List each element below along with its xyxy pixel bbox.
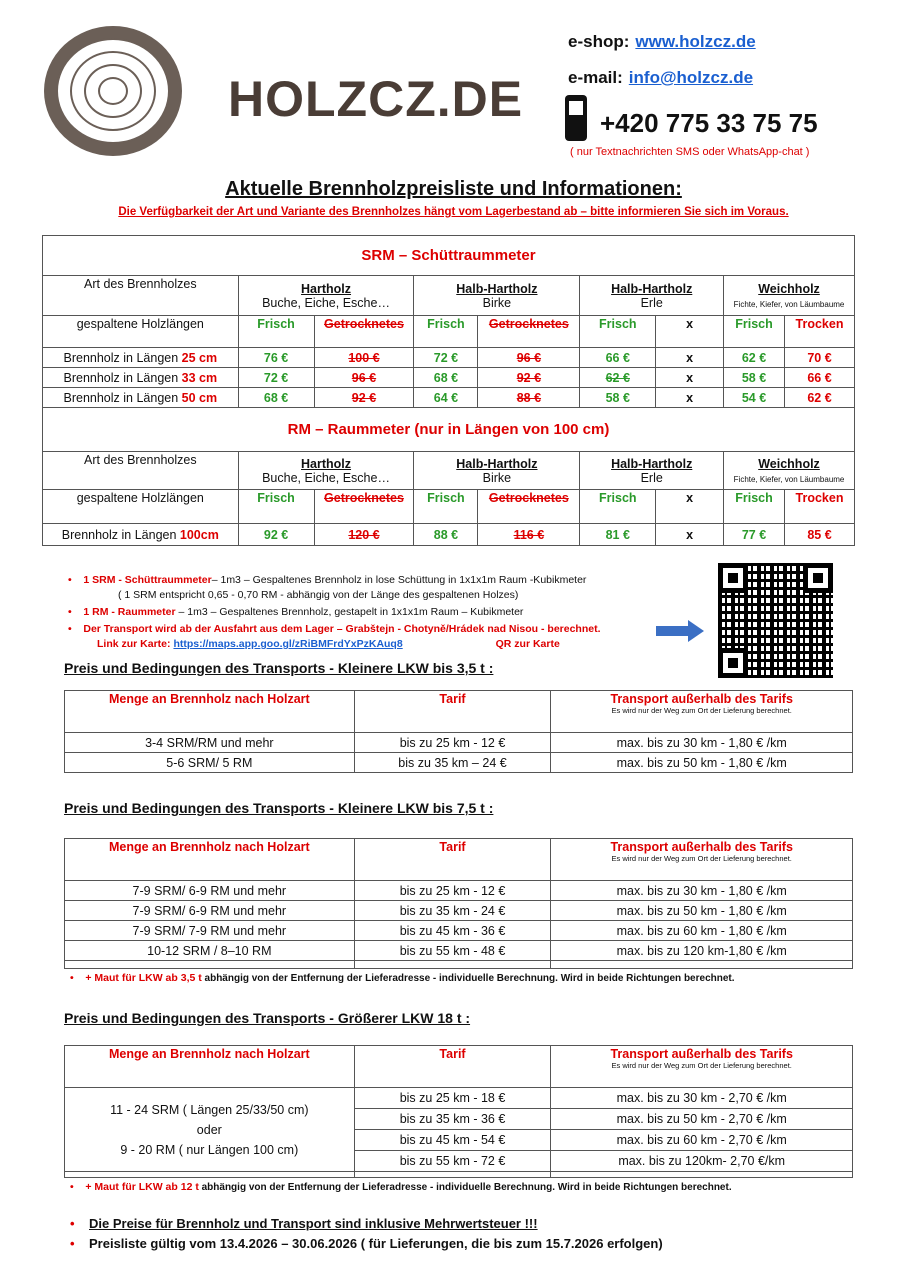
note-item: • Der Transport wird ab der Ausfahrt aus dem Lager – Grabštejn - Chotyně/Hrádek nad Nisou - berechnet. — [68, 623, 601, 635]
group-sub: Fichte, Kiefer, von Läumbaume — [733, 299, 845, 309]
table-row: bis zu 55 km - 72 € max. bis zu 120km- 2,70 €/km — [65, 1151, 853, 1172]
rm-heading: RM – Raummeter (nur in Längen von 100 cm) — [43, 408, 855, 452]
group-sub: Buche, Eiche, Esche… — [262, 295, 390, 310]
sub-col: Frisch — [238, 316, 314, 348]
brand-logo: HOLZCZ.DE — [228, 71, 524, 127]
table-row: Brennholz in Längen 50 cm 68 € 92 € 64 € 88 € 58 € x 54 € 62 € — [43, 388, 855, 408]
col-art: Art des Brennholzes — [43, 276, 239, 316]
srm-heading: SRM – Schüttraummeter — [43, 236, 855, 276]
sub-col: Frisch — [724, 316, 785, 348]
phone-number: +420 775 33 75 75 — [600, 108, 818, 138]
transport-table-7-5t: Menge an Brennholz nach Holzart Tarif Transport außerhalb des Tarifs Es wird nur der Weg zum Ort der Lieferung berechnet. 7-9 SRM/ 6-9 RM und mehr bis zu 25 km - 12 € max. bis zu 30 km - 1,80 € /km 7-9 SRM/ 6-9 RM und mehr bis zu 35 km - 24 € max. bis zu 50 km - 1,80 € /km 7-9 SRM/ 7-9 RM und mehr bis zu 45 km - 36 € max. bis zu 60 km - 1,80 € /km 10-12 SRM / 8–10 RM bis zu 55 km - 48 € max. bis zu 120 km-1,80 € /km — [64, 838, 853, 969]
note-item: ( 1 SRM entspricht 0,65 - 0,70 RM - abhängig von der Länge des gespaltenen Holzes) — [118, 589, 519, 601]
sub-col: Trocken — [784, 316, 854, 348]
availability-note: Die Verfügbarkeit der Art und Variante des Brennholzes hängt vom Lagerbestand ab – bitte informieren Sie sich im Voraus. — [118, 206, 789, 218]
table-row: 7-9 SRM/ 6-9 RM und mehr bis zu 25 km - 12 € max. bis zu 30 km - 1,80 € /km — [65, 881, 853, 901]
map-link-label: Link zur Karte: — [97, 638, 171, 650]
transport-table-18t: Menge an Brennholz nach Holzart Tarif Transport außerhalb des Tarifs Es wird nur der Weg zum Ort der Lieferung berechnet. 11 - 24 SRM ( Längen 25/33/50 cm) oder 9 - 20 RM ( nur Längen 100 cm) bis zu 25 km - 18 € max. bis zu 30 km - 2,70 € /km bis zu 35 km - 36 € max. bis zu 50 km - 2,70 € /km bis zu 45 km - 54 € max. bis zu 60 km - 2,70 € /km bis zu 55 km - 72 € max. bis zu 120km- 2,70 €/km — [64, 1045, 853, 1178]
table-row: Brennholz in Längen 33 cm 72 € 96 € 68 € 92 € 62 € x 58 € 66 € — [43, 368, 855, 388]
qr-code[interactable] — [718, 563, 833, 678]
map-link[interactable]: https://maps.app.goo.gl/zRiBMFrdYxPzKAuq8 — [173, 638, 403, 650]
email-link[interactable]: info@holzcz.de — [628, 68, 754, 87]
email-line — [568, 68, 753, 88]
sub-col: x — [656, 316, 724, 348]
sub-col: Getrocknetes — [478, 316, 580, 348]
transport-title-18t: Preis und Bedingungen des Transports - Größerer LKW 18 t : — [64, 1010, 471, 1026]
table-row: bis zu 35 km - 36 € max. bis zu 50 km - 2,70 € /km — [65, 1109, 853, 1130]
table-row: 7-9 SRM/ 7-9 RM und mehr bis zu 45 km - 36 € max. bis zu 60 km - 1,80 € /km — [65, 921, 853, 941]
group-name: Hartholz — [301, 281, 352, 296]
transport-title-7-5t: Preis und Bedingungen des Transports - Kleinere LKW bis 7,5 t : — [64, 800, 494, 816]
sub-col: Getrocknetes — [314, 316, 414, 348]
eshop-label: e-shop: — [568, 32, 630, 51]
page-title: Aktuelle Brennholzpreisliste und Informationen: — [225, 178, 682, 200]
email-label: e-mail: — [568, 68, 623, 87]
table-row: 7-9 SRM/ 6-9 RM und mehr bis zu 35 km - 24 € max. bis zu 50 km - 1,80 € /km — [65, 901, 853, 921]
table-row: bis zu 45 km - 54 € max. bis zu 60 km - 2,70 € /km — [65, 1130, 853, 1151]
table-row: 3-4 SRM/RM und mehr bis zu 25 km - 12 € max. bis zu 30 km - 1,80 € /km — [65, 733, 853, 753]
group-sub: Birke — [482, 295, 512, 310]
toll-note-12t: • + Maut für LKW ab 12 t abhängig von der Entfernung der Lieferadresse - individuelle Berechnung. Wird in beide Richtungen berechnet. — [70, 1181, 732, 1193]
phone-note: ( nur Textnachrichten SMS oder WhatsApp-chat ) — [570, 146, 810, 158]
mobile-phone-icon — [565, 95, 587, 141]
toll-note-3-5t: • + Maut für LKW ab 3,5 t abhängig von der Entfernung der Lieferadresse - individuelle Berechnung. Wird in beide Richtungen berechnet. — [70, 972, 735, 984]
table-row: 10-12 SRM / 8–10 RM bis zu 55 km - 48 € max. bis zu 120 km-1,80 € /km — [65, 941, 853, 961]
group-name: Halb-Hartholz — [611, 281, 693, 296]
table-row: Brennholz in Längen 100cm 92 € 120 € 88 € 116 € 81 € x 77 € 85 € — [43, 524, 855, 546]
sub-col: Frisch — [580, 316, 656, 348]
eshop-line — [568, 32, 756, 52]
note-item: • 1 RM - Raummeter – 1m3 – Gespaltenes Brennholz, gestapelt in 1x1x1m Raum – Kubikmeter — [68, 606, 524, 618]
price-table: SRM – Schüttraummeter Art des Brennholzes Hartholz Buche, Eiche, Esche… Halb-Hartholz Birke Halb-Hartholz Erle Weichholz Fichte, Kiefer, von Läumbaume gespaltene Holzlängen Frisch Getrocknetes Frisch Getrocknetes Frisch x Frisch Trocken Brennholz in Längen 25 cm 76 € 100 € 72 € 96 € 66 € x 62 € 70 € Brennholz in Längen 33 cm 72 € 96 € 68 € 92 € 62 € x 58 € 66 € Brennholz in Längen 50 cm 68 € 92 € 64 € 88 € 58 € x 54 € 62 € RM – Raummeter (nur in Längen von 100 cm) Art des Brennholzes Hartholz Buche, Eiche, Esche… Halb-Hartholz Birke Halb-Hartholz Erle Weichholz Fichte, Kiefer, von Läumbaume gespaltene Holzlängen Frisch Getrocknetes Frisch Getrocknetes Frisch x Frisch Trocken Brennholz in Längen 100cm 92 € 120 € 88 € 116 € 81 € x 77 € 85 € — [42, 235, 855, 546]
qr-label: QR zur Karte — [495, 638, 560, 650]
table-row: 11 - 24 SRM ( Längen 25/33/50 cm) oder 9 - 20 RM ( nur Längen 100 cm) bis zu 25 km - 18 € max. bis zu 30 km - 2,70 € /km — [65, 1088, 853, 1109]
col-art: Art des Brennholzes — [43, 452, 239, 490]
group-name: Halb-Hartholz — [456, 281, 538, 296]
logo-wood-icon — [44, 26, 182, 156]
group-sub: Erle — [640, 295, 663, 310]
arrow-right-icon — [656, 620, 704, 642]
transport-title-3-5t: Preis und Bedingungen des Transports - Kleinere LKW bis 3,5 t : — [64, 660, 494, 676]
transport-table-3-5t: Menge an Brennholz nach Holzart Tarif Transport außerhalb des Tarifs Es wird nur der Weg zum Ort der Lieferung berechnet. 3-4 SRM/RM und mehr bis zu 25 km - 12 € max. bis zu 30 km - 1,80 € /km 5-6 SRM/ 5 RM bis zu 35 km – 24 € max. bis zu 50 km - 1,80 € /km — [64, 690, 853, 773]
table-row: Brennholz in Längen 25 cm 76 € 100 € 72 € 96 € 66 € x 62 € 70 € — [43, 348, 855, 368]
table-row: 5-6 SRM/ 5 RM bis zu 35 km – 24 € max. bis zu 50 km - 1,80 € /km — [65, 753, 853, 773]
notes-list — [68, 571, 668, 652]
sub-col: Frisch — [414, 316, 478, 348]
row-split-label: gespaltene Holzlängen — [43, 316, 239, 348]
row-split-label: gespaltene Holzlängen — [43, 490, 239, 524]
eshop-link[interactable]: www.holzcz.de — [635, 32, 756, 51]
validity-note: • Preisliste gültig vom 13.4.2026 – 30.06.2026 ( für Lieferungen, die bis zum 15.7.2026 erfolgen) — [70, 1236, 663, 1251]
vat-note: • Die Preise für Brennholz und Transport sind inklusive Mehrwertsteuer !!! — [70, 1216, 538, 1231]
group-name: Weichholz — [758, 281, 820, 296]
note-item: • 1 SRM - Schüttraummeter– 1m3 – Gespaltenes Brennholz in lose Schüttung in 1x1x1m Raum -Kubikmeter — [68, 574, 587, 586]
